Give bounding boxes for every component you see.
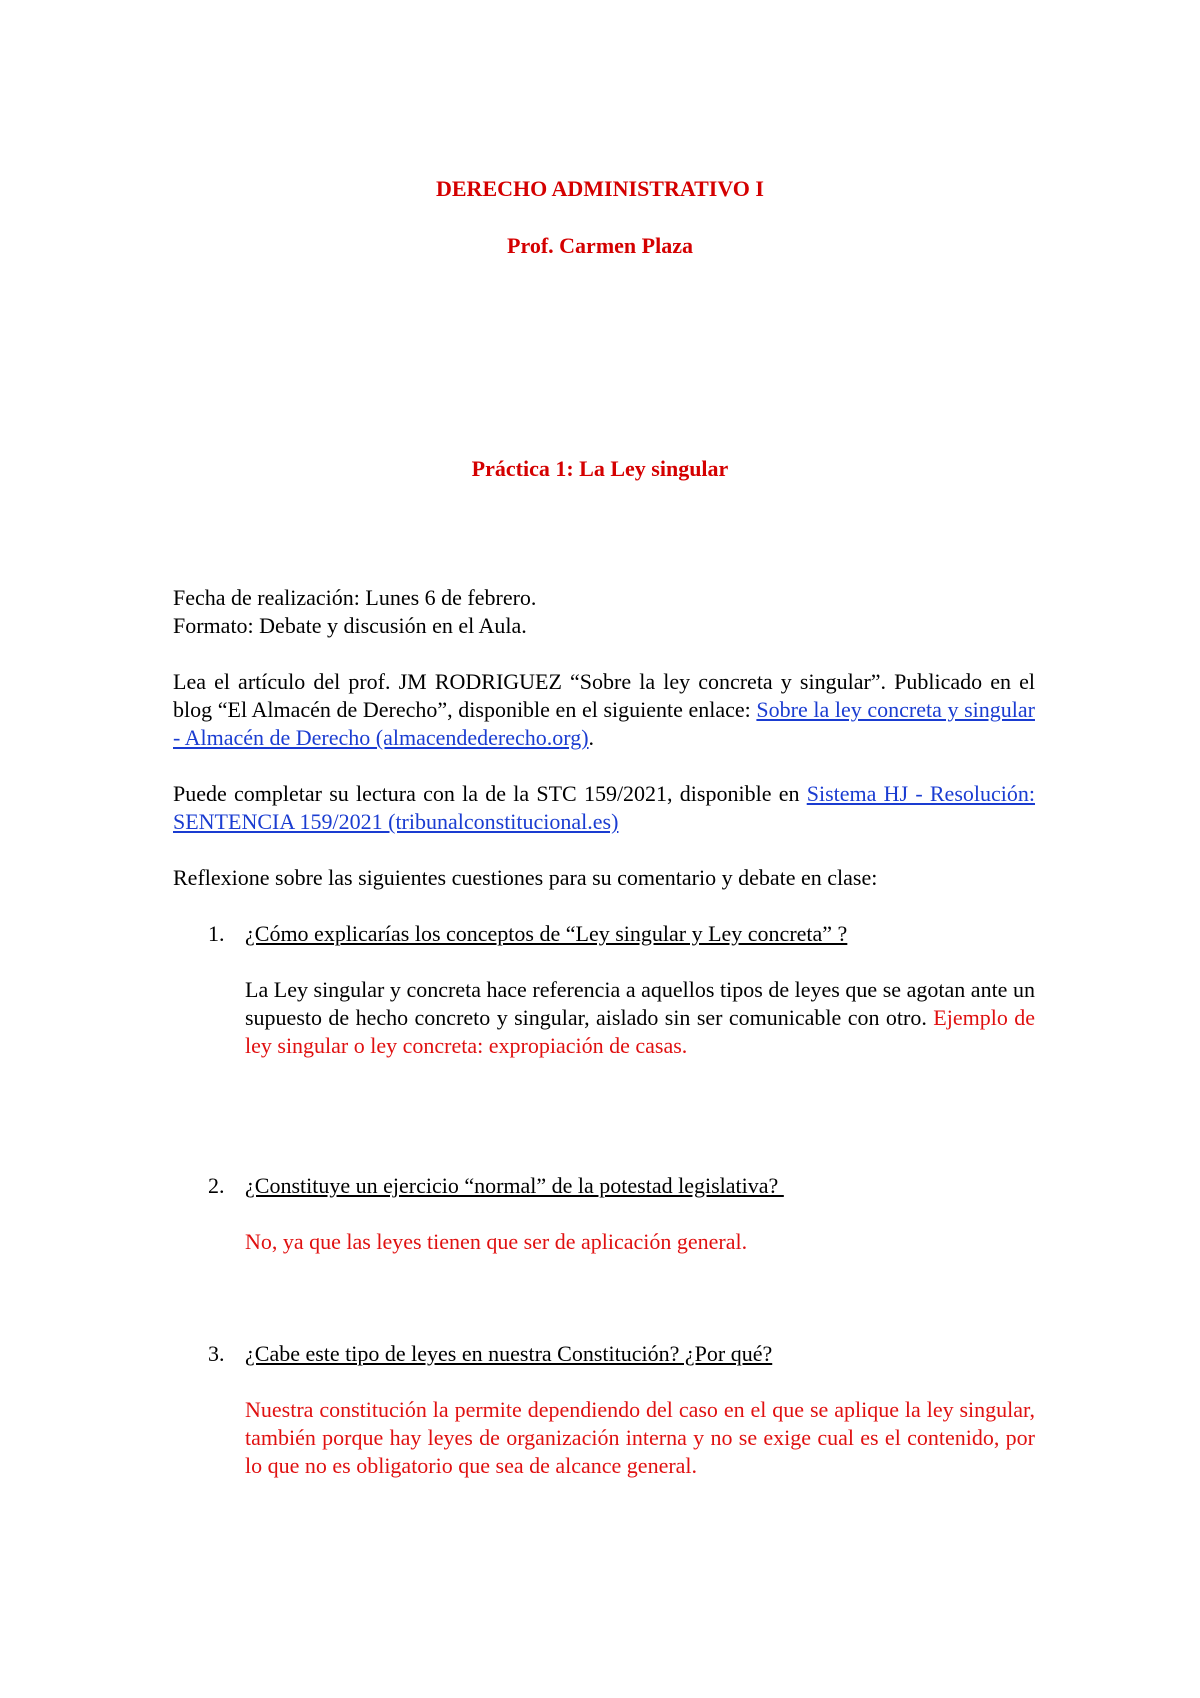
article-link[interactable]: Sobre la ley concreta y singular - Almacén de Derecho (almacendederecho.org)	[173, 697, 1035, 750]
answer-2: No, ya que las leyes tienen que ser de aplicación general.	[245, 1229, 748, 1254]
stc-paragraph	[173, 780, 1035, 836]
course-title: DERECHO ADMINISTRATIVO I	[436, 176, 764, 201]
question-number-3: 3.	[208, 1341, 225, 1366]
reading-paragraph	[173, 668, 1035, 752]
answer-1-example: Ejemplo de ley singular o ley concreta: expropiación de casas.	[245, 1005, 1036, 1058]
professor-name: Prof. Carmen Plaza	[507, 233, 693, 258]
sentence-link[interactable]: Sistema HJ - Resolución: SENTENCIA 159/2021 (tribunalconstitucional.es)	[173, 781, 1035, 834]
question-1: ¿Cómo explicarías los conceptos de “Ley singular y Ley concreta” ?	[245, 921, 848, 946]
format-line: Formato: Debate y discusión en el Aula.	[173, 613, 527, 638]
reading-suffix: .	[588, 725, 595, 750]
reflect-line: Reflexione sobre las siguientes cuestiones para su comentario y debate en clase:	[173, 865, 878, 890]
question-number-2: 2.	[208, 1173, 225, 1198]
answer-1	[245, 976, 1035, 1060]
practice-title: Práctica 1: La Ley singular	[471, 456, 729, 481]
answer-1-text: La Ley singular y concreta hace referencia a aquellos tipos de leyes que se agotan ante un supuesto de hecho concreto y singular, aislado sin ser comunicable con otro.	[245, 977, 1035, 1030]
question-3: ¿Cabe este tipo de leyes en nuestra Constitución? ¿Por qué?	[245, 1341, 773, 1366]
stc-intro: Puede completar su lectura con la de la STC 159/2021, disponible en	[173, 781, 807, 806]
date-line: Fecha de realización: Lunes 6 de febrero.	[173, 585, 537, 610]
reading-intro: Lea el artículo del prof. JM RODRIGUEZ “Sobre la ley concreta y singular”. Publicado en el blog “El Almacén de Derecho”, disponible en el siguiente enlace:	[173, 669, 1035, 722]
question-number-1: 1.	[208, 921, 225, 946]
answer-3: Nuestra constitución la permite dependiendo del caso en el que se aplique la ley singular, también porque hay leyes de organización interna y no se exige cual es el contenido, por lo que no es obligatorio que sea de alcance general.	[245, 1397, 1035, 1478]
question-2: ¿Constituye un ejercicio “normal” de la potestad legislativa?	[245, 1173, 784, 1198]
